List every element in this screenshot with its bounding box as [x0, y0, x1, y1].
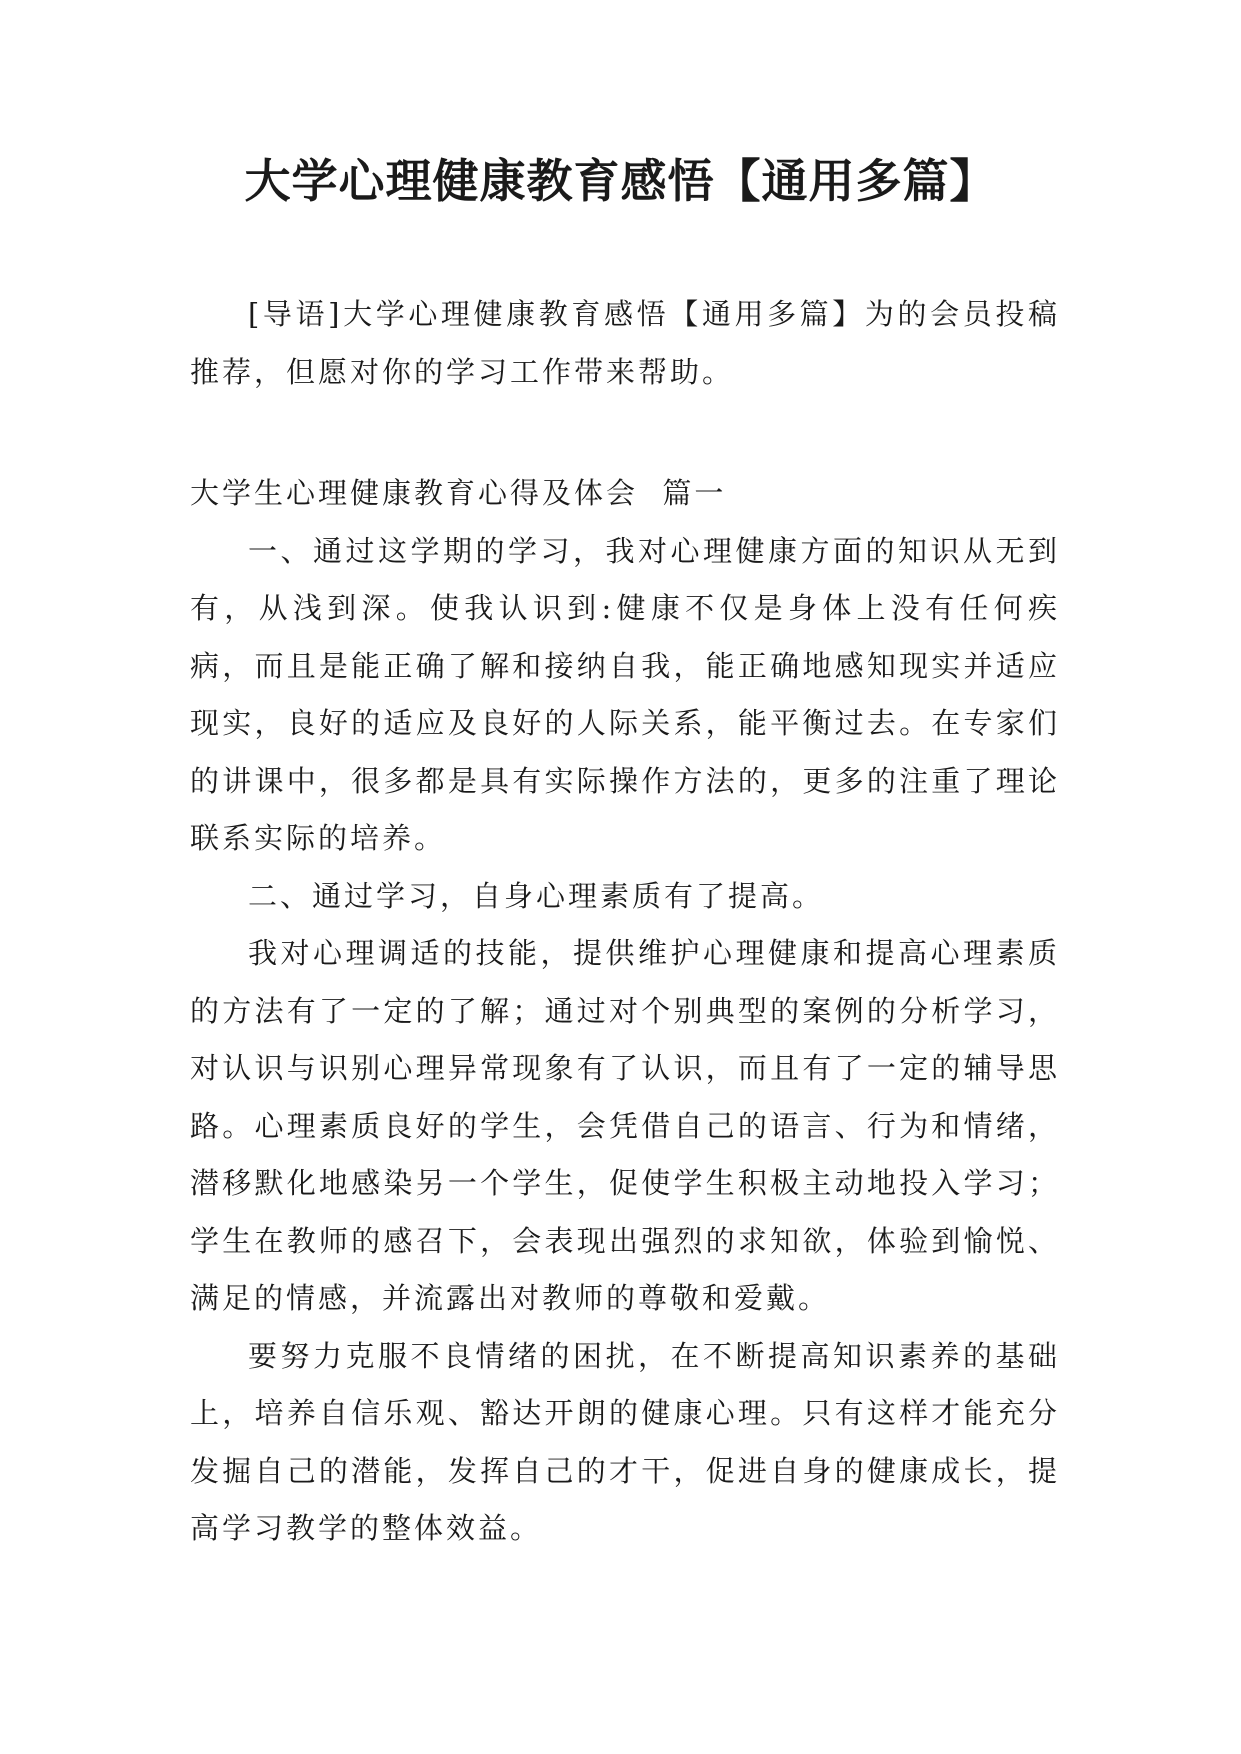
paragraph-1: 一、通过这学期的学习，我对心理健康方面的知识从无到有，从浅到深。使我认识到:健康不仅是身体上没有任何疾病，而且是能正确了解和接纳自我，能正确地感知现实并适应现实，良好的适应及良好的人际关系，能平衡过去。在专家们的讲课中，很多都是具有实际操作方法的，更多的注重了理论联系实际的培养。 — [190, 533, 1060, 855]
section-heading: 大学生心理健康教育心得及体会 篇一 — [190, 476, 727, 510]
intro-block — [190, 286, 1060, 401]
paragraph-2: 二、通过学习，自身心理素质有了提高。 — [248, 878, 825, 913]
paragraph-4: 要努力克服不良情绪的困扰，在不断提高知识素养的基础上，培养自信乐观、豁达开朗的健康心理。只有这样才能充分发掘自己的潜能，发挥自己的才干，促进自身的健康成长，提高学习教学的整体效益。 — [190, 1338, 1060, 1545]
intro-paragraph: [导语]大学心理健康教育感悟【通用多篇】为的会员投稿推荐，但愿对你的学习工作带来帮助。 — [190, 297, 1060, 389]
paragraph-3: 我对心理调适的技能，提供维护心理健康和提高心理素质的方法有了一定的了解；通过对个别典型的案例的分析学习，对认识与识别心理异常现象有了认识，而且有了一定的辅导思路。心理素质良好的学生，会凭借自己的语言、行为和情绪，潜移默化地感染另一个学生，促使学生积极主动地投入学习；学生在教师的感召下，会表现出强烈的求知欲，体验到愉悦、满足的情感，并流露出对教师的尊敬和爱戴。 — [190, 936, 1060, 1315]
document-title: 大学心理健康教育感悟【通用多篇】 — [244, 154, 997, 208]
main-content — [190, 465, 1060, 1558]
